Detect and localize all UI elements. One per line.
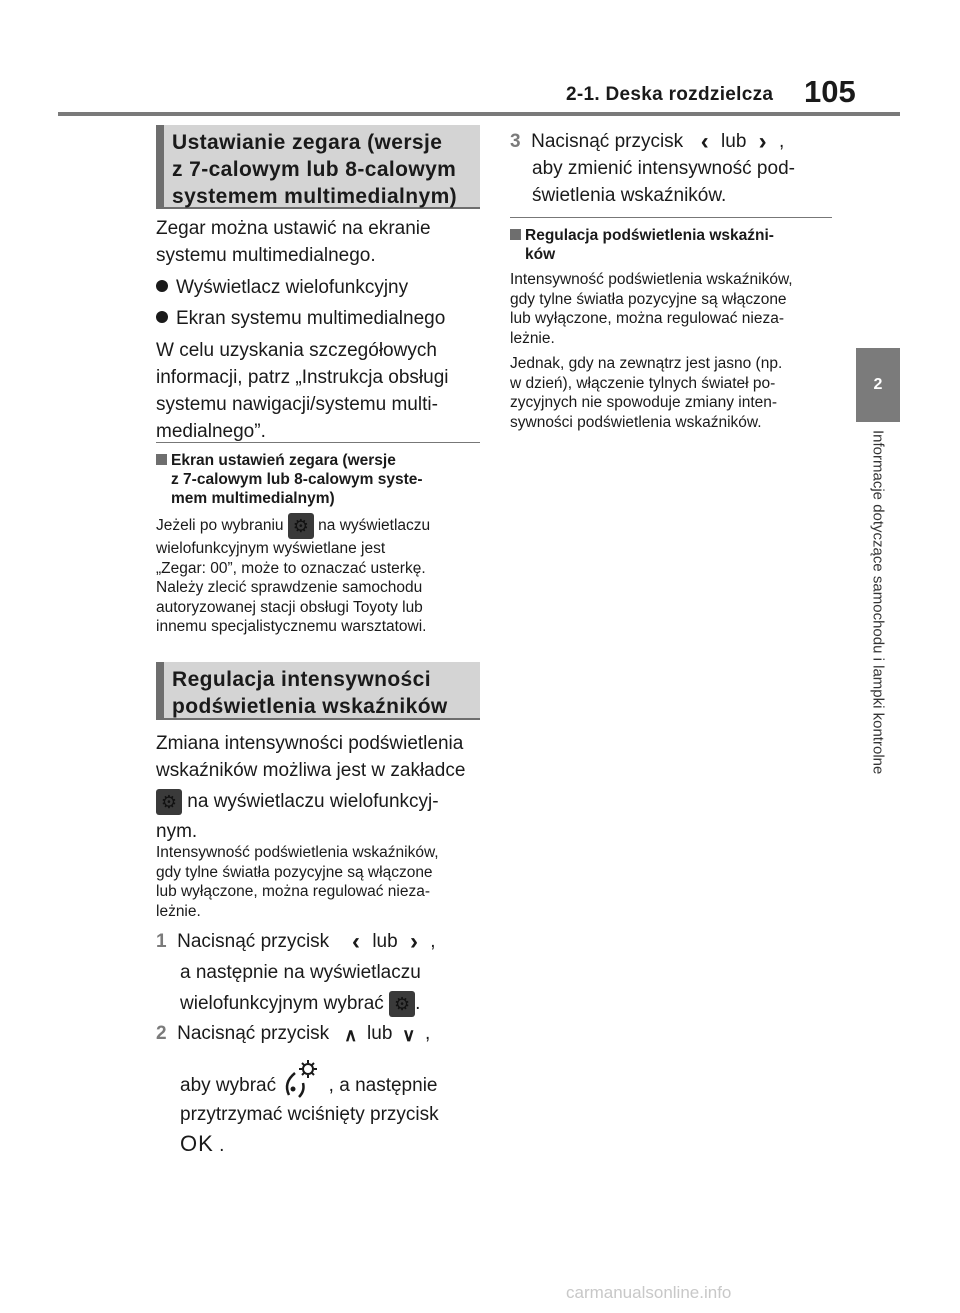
text-line: gdy tylne światła pozycyjne są włączone [510,290,787,308]
right-para-2 [510,354,840,432]
step-number: 1 [156,931,167,952]
subsection-divider [156,442,480,443]
gear-icon [156,789,182,815]
text-part: wielofunkcyjnym wybrać [180,993,384,1014]
text-part: , [424,1023,431,1044]
step-line [156,1020,486,1049]
step-line [156,1130,486,1159]
subsection1-text [156,513,486,637]
heading-line: Ustawianie zegara (wersje [172,131,443,154]
text-line: leżnie. [156,902,201,920]
text-part: lub [721,131,747,152]
text-line: w dzień), włączenie tylnych świateł po- [510,374,776,392]
text-part: , a następnie [328,1075,438,1096]
section-title: 2-1. Deska rozdzielcza [566,84,774,105]
title-line [156,451,480,470]
right-para-1 [510,270,840,348]
text-part: lub [372,931,398,952]
text-line [156,788,486,815]
text-line: lub wyłączone, można regulować nieza- [510,310,784,327]
text-line: Zmiana intensywności podświetlenia [156,733,464,754]
text-line [156,513,486,539]
square-bullet-icon [156,454,167,465]
chevron-left-icon: ‹ [700,128,709,155]
text-line: W celu uzyskania szczegółowych [156,340,437,361]
text-line: Intensywność podświetlenia wskaźników, [510,271,793,288]
heading-line: Regulacja intensywności [172,668,431,691]
gear-icon [389,991,415,1017]
text-line: Intensywność podświetlenia wskaźników, [156,844,439,861]
text-part: na wyświetlaczu wielofunkcyj- [187,791,439,812]
chevron-down-icon: ∨ [402,1025,416,1045]
title-line: ków [525,246,556,263]
step-line: przytrzymać wciśnięty przycisk [180,1104,439,1125]
bullet-item [156,305,486,332]
step-number: 2 [156,1023,167,1044]
text-part: Nacisnąć przycisk [531,131,684,152]
text-part: , [430,931,436,952]
title-text: Regulacja podświetlenia wskaźni- [525,227,774,244]
text-line: gdy tylne światła pozycyjne są włączone [156,863,433,881]
watermark: carmanualsonline.info [566,1283,732,1302]
heading-brightness [156,662,480,720]
gear-icon [288,513,314,539]
subsection-divider [510,217,832,218]
bullet-item [156,274,486,301]
text-line: Jednak, gdy na zewnątrz jest jasno (np. [510,355,783,372]
step-line: aby zmienić intensywność pod- [532,158,795,179]
chevron-left-icon: ‹ [352,928,361,955]
text-part: lub [367,1023,393,1044]
brightness-icon [281,1059,323,1099]
ok-button-icon: OK [180,1131,214,1156]
section2-note [156,843,486,921]
page-number: 105 [804,74,856,109]
title-line: mem multimedialnym) [171,490,335,507]
title-line: z 7-calowym lub 8-calowym syste- [171,471,423,488]
bullet-text: Ekran systemu multimedialnego [176,308,446,329]
heading-line: podświetlenia wskaźników [172,695,448,718]
text-part: Nacisnąć przycisk [177,1023,330,1044]
bullet-text: Wyświetlacz wielofunkcyjny [176,277,409,298]
header-divider [58,112,900,116]
step-1 [156,928,486,1017]
step-line: a następnie na wyświetlaczu [180,962,421,983]
heading-line: z 7-calowym lub 8-calowym [172,158,457,181]
text-part: , [778,131,785,152]
text-line: nym. [156,821,198,842]
text-line: lub wyłączone, można regulować nieza- [156,883,430,900]
step-line [156,928,486,955]
chevron-right-icon: › [409,928,418,955]
text-line: wielofunkcyjnym wyświetlane jest [156,540,386,557]
text-part: na wyświetlaczu [318,517,431,535]
text-line: leżnie. [510,329,555,347]
text-line: wskaźników możliwa jest w zakładce [156,760,466,781]
text-part: Jeżeli po wybraniu [156,517,284,535]
step-line [156,990,486,1017]
square-bullet-icon [510,229,521,240]
section1-text [156,215,486,445]
heading-line: systemem multimedialnym) [172,185,458,208]
bullet-icon [156,280,168,292]
text-line: Zegar można ustawić na ekranie [156,218,431,239]
step-line: świetlenia wskaźników. [532,185,727,206]
text-line: informacji, patrz „Instrukcja obsługi [156,367,449,388]
chapter-label-vertical [858,430,898,860]
step-2 [156,1020,486,1159]
step-number: 3 [510,131,521,152]
step-line [510,128,840,155]
text-line: systemu nawigacji/systemu multi- [156,394,438,415]
text-line: sywności podświetlenia wskaźników. [510,413,762,431]
text-part: . [415,993,421,1014]
chapter-label: Informacje dotyczące samochodu i lampki kontrolne [869,430,887,775]
heading-clock [156,125,480,209]
text-part: Nacisnąć przycisk [177,931,330,952]
text-line: „Zegar: 00”, może to oznaczać usterkę. [156,559,426,577]
step-3 [510,128,840,209]
bullet-icon [156,311,168,323]
subsection-title-clock-screen [156,451,480,508]
title-line [510,226,835,245]
text-line: zycyjnych nie spowoduje zmiany inten- [510,394,778,411]
chapter-tab: 2 [856,348,900,422]
text-line: autoryzowanej stacji obsługi Toyoty lub [156,598,423,616]
chevron-up-icon: ∧ [344,1025,358,1045]
text-line: medialnego”. [156,421,266,442]
text-line: innemu specjalistycznemu warsztatowi. [156,618,427,635]
text-line: systemu multimedialnego. [156,245,376,266]
chevron-right-icon: › [758,128,767,155]
section2-text [156,730,486,845]
text-line: Należy zlecić sprawdzenie samochodu [156,579,423,596]
subsection-title-brightness [510,226,835,264]
step-line [156,1059,486,1099]
title-text: Ekran ustawień zegara (wersje [171,452,396,469]
text-part: aby wybrać [180,1075,277,1096]
text-part: . [219,1135,225,1156]
